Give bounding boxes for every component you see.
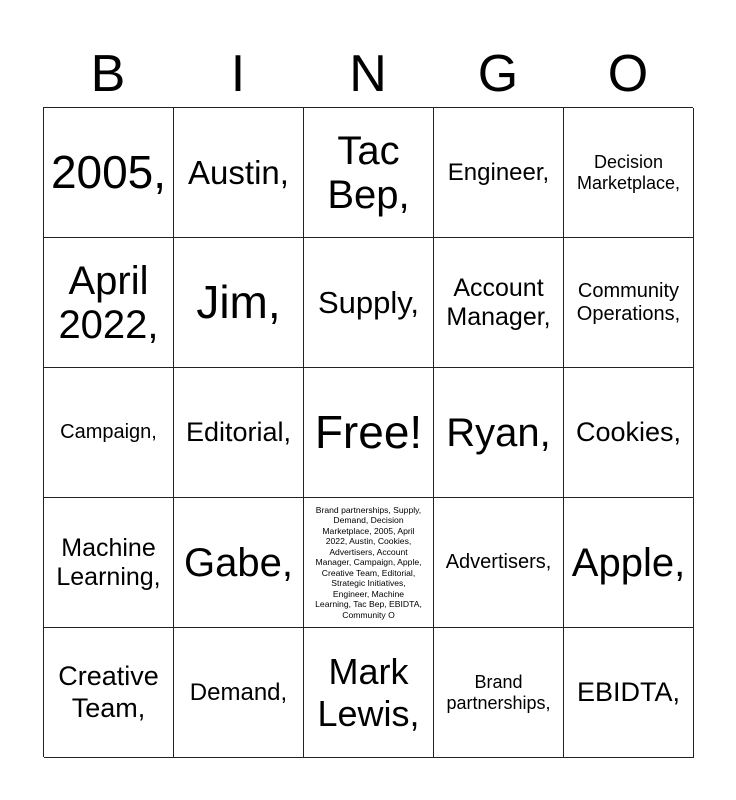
cell-text: Ryan, xyxy=(446,410,551,455)
bingo-cell[interactable] xyxy=(304,238,434,368)
cell-text: Account Manager, xyxy=(446,273,551,331)
bingo-cell[interactable] xyxy=(564,238,694,368)
cell-text: EBIDTA, xyxy=(576,676,681,707)
header-letter-n: N xyxy=(349,45,387,103)
cell-text: April 2022, xyxy=(58,258,159,347)
bingo-cell[interactable] xyxy=(174,498,304,628)
bingo-cell[interactable] xyxy=(564,628,694,758)
bingo-cell[interactable] xyxy=(434,498,564,628)
bingo-cell[interactable] xyxy=(304,498,434,628)
cell-text: Free! xyxy=(314,406,423,459)
header-letter-o: O xyxy=(607,45,649,103)
bingo-cell[interactable] xyxy=(44,238,174,368)
cell-text: Brand partnerships, Supply, Demand, Decision Marketplace, 2005, April 2022, Austin, Cookies, Advertisers, Account Manager, Campaign, Apple, Creative Team, Editorial, Strategic Initiatives, Engineer, Machine Learning, Tac Bep, EBIDTA, Community O xyxy=(315,504,422,620)
cell-text: Cookies, xyxy=(575,416,682,447)
bingo-cell[interactable] xyxy=(174,368,304,498)
cell-text: Brand partnerships, xyxy=(446,671,551,713)
bingo-board xyxy=(43,107,693,757)
cell-text: Demand, xyxy=(189,678,288,706)
cell-text: Editorial, xyxy=(185,416,292,447)
cell-text: Apple, xyxy=(571,540,686,585)
bingo-cell[interactable] xyxy=(44,498,174,628)
bingo-cell[interactable] xyxy=(434,238,564,368)
bingo-cell[interactable] xyxy=(304,628,434,758)
cell-text: Mark Lewis, xyxy=(317,651,420,734)
bingo-cell[interactable] xyxy=(174,628,304,758)
header-letter-g: G xyxy=(477,45,519,103)
cell-text: Community Operations, xyxy=(576,279,681,325)
bingo-cell[interactable] xyxy=(434,628,564,758)
bingo-cell[interactable] xyxy=(174,108,304,238)
bingo-cell[interactable] xyxy=(44,108,174,238)
header-letter-b: B xyxy=(90,45,126,103)
bingo-cell[interactable] xyxy=(44,628,174,758)
cell-text: Decision Marketplace, xyxy=(576,151,681,193)
free-cell[interactable] xyxy=(304,368,434,498)
bingo-cell[interactable] xyxy=(434,108,564,238)
cell-text: Gabe, xyxy=(184,540,293,585)
bingo-cell[interactable] xyxy=(44,368,174,498)
cell-text: Creative Team, xyxy=(58,661,159,723)
cell-text: Machine Learning, xyxy=(56,533,161,591)
header-letter-i: I xyxy=(230,45,246,103)
cell-text: Austin, xyxy=(188,153,289,191)
cell-text: Jim, xyxy=(196,276,281,329)
cell-text: Campaign, xyxy=(60,421,157,443)
bingo-cell[interactable] xyxy=(434,368,564,498)
cell-text: Engineer, xyxy=(447,158,550,186)
cell-text: Tac Bep, xyxy=(327,128,410,217)
bingo-header xyxy=(43,42,693,106)
bingo-cell[interactable] xyxy=(564,498,694,628)
cell-text: Advertisers, xyxy=(445,551,552,573)
bingo-cell[interactable] xyxy=(564,108,694,238)
cell-text: Supply, xyxy=(317,284,420,320)
cell-text: 2005, xyxy=(50,146,167,199)
bingo-cell[interactable] xyxy=(304,108,434,238)
bingo-cell[interactable] xyxy=(174,238,304,368)
bingo-cell[interactable] xyxy=(564,368,694,498)
